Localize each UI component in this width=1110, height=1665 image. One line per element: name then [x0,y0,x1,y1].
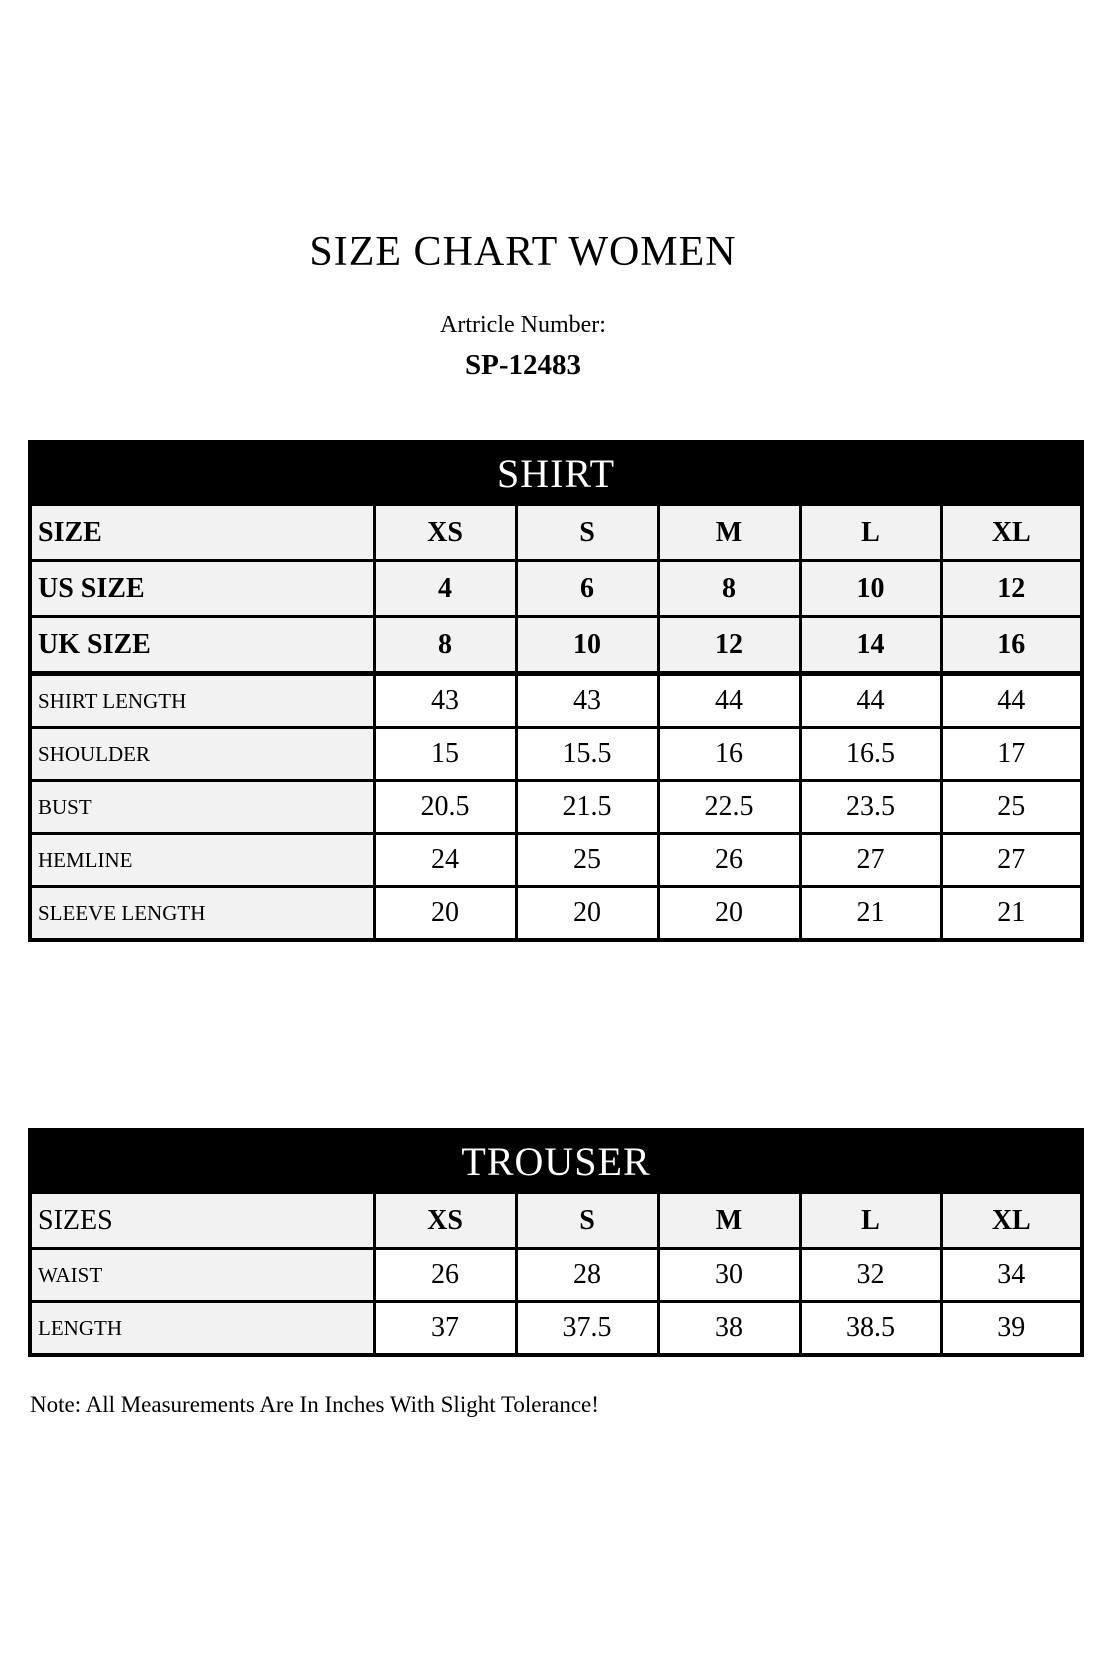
value-cell: 27 [941,834,1082,887]
value-cell: 8 [374,617,516,674]
value-cell: 8 [658,561,800,617]
value-cell: 10 [800,561,941,617]
value-cell: 38 [658,1302,800,1356]
value-cell: 32 [800,1249,941,1302]
value-cell: 26 [658,834,800,887]
value-cell: 44 [800,674,941,728]
value-cell: 43 [374,674,516,728]
value-cell: 12 [658,617,800,674]
row-label: SLEEVE LENGTH [30,887,374,941]
table-row [30,561,1082,617]
row-label: SHOULDER [30,728,374,781]
table-row [30,781,1082,834]
row-label: SIZES [30,1192,374,1249]
table-row [30,887,1082,941]
value-cell: 37.5 [516,1302,658,1356]
row-label: SHIRT LENGTH [30,674,374,728]
page-title: SIZE CHART WOMEN [309,229,737,275]
value-cell: 43 [516,674,658,728]
value-cell: 28 [516,1249,658,1302]
row-label: SIZE [30,504,374,561]
value-cell: 16 [658,728,800,781]
value-cell: L [800,1192,941,1249]
value-cell: 25 [516,834,658,887]
row-label: US SIZE [30,561,374,617]
value-cell: 24 [374,834,516,887]
table-row [30,728,1082,781]
row-label: BUST [30,781,374,834]
value-cell: 44 [941,674,1082,728]
value-cell: XL [941,1192,1082,1249]
row-label: HEMLINE [30,834,374,887]
table-row [30,834,1082,887]
shirt-table-title: SHIRT [30,442,1082,504]
value-cell: M [658,504,800,561]
article-number-value: SP-12483 [465,349,581,381]
value-cell: 20 [374,887,516,941]
shirt-size-table [28,440,1084,942]
trouser-size-table [28,1128,1084,1357]
value-cell: 20.5 [374,781,516,834]
value-cell: 26 [374,1249,516,1302]
value-cell: 37 [374,1302,516,1356]
value-cell: 23.5 [800,781,941,834]
value-cell: 27 [800,834,941,887]
value-cell: 15 [374,728,516,781]
value-cell: XS [374,1192,516,1249]
value-cell: 17 [941,728,1082,781]
value-cell: 15.5 [516,728,658,781]
value-cell: 21 [941,887,1082,941]
value-cell: 44 [658,674,800,728]
value-cell: 12 [941,561,1082,617]
value-cell: L [800,504,941,561]
value-cell: 10 [516,617,658,674]
value-cell: 20 [516,887,658,941]
value-cell: M [658,1192,800,1249]
value-cell: S [516,504,658,561]
table-row [30,1249,1082,1302]
value-cell: 20 [658,887,800,941]
value-cell: 38.5 [800,1302,941,1356]
value-cell: 21.5 [516,781,658,834]
value-cell: 22.5 [658,781,800,834]
row-label: WAIST [30,1249,374,1302]
value-cell: 25 [941,781,1082,834]
value-cell: 34 [941,1249,1082,1302]
measurement-note: Note: All Measurements Are In Inches With Slight Tolerance! [30,1392,599,1417]
table-row [30,504,1082,561]
value-cell: 21 [800,887,941,941]
table-row [30,1192,1082,1249]
table-row [30,674,1082,728]
value-cell: 30 [658,1249,800,1302]
value-cell: 6 [516,561,658,617]
article-number-label: Artricle Number: [440,312,606,338]
value-cell: 16 [941,617,1082,674]
value-cell: XL [941,504,1082,561]
shirt-table-band-row [30,442,1082,504]
value-cell: 16.5 [800,728,941,781]
value-cell: 4 [374,561,516,617]
trouser-table-title: TROUSER [30,1130,1082,1192]
table-row [30,617,1082,674]
row-label: LENGTH [30,1302,374,1356]
value-cell: XS [374,504,516,561]
trouser-table-band-row [30,1130,1082,1192]
value-cell: 14 [800,617,941,674]
table-row [30,1302,1082,1356]
row-label: UK SIZE [30,617,374,674]
value-cell: 39 [941,1302,1082,1356]
value-cell: S [516,1192,658,1249]
